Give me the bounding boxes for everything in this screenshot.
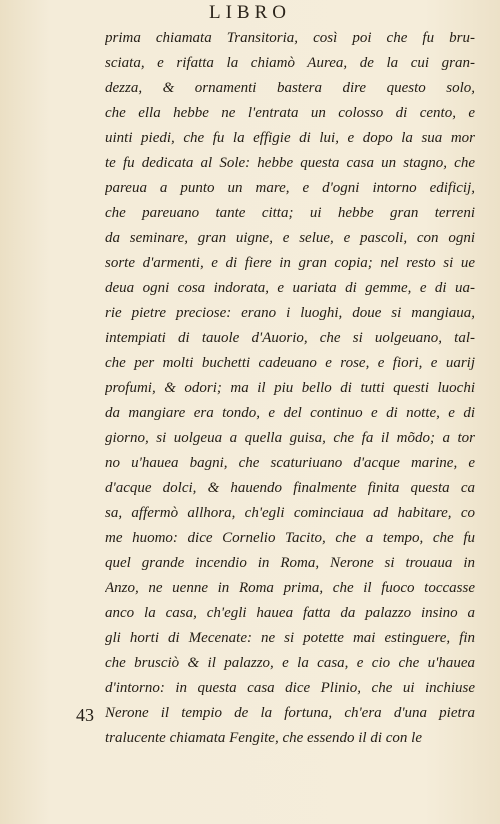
text-line: che per molti buchetti cadeuano e rose, e fiori, e uarij — [105, 355, 475, 371]
marginal-number: 43 — [76, 705, 94, 725]
text-line: me huomo: dice Cornelio Tacito, che a tempo, che fu — [105, 530, 475, 546]
text-line: dezza, & ornamenti bastera dire questo solo, — [105, 80, 475, 96]
text-line: pareua a punto un mare, e d'ogni intorno edificij, — [105, 180, 475, 196]
text-line: Anzo, ne uenne in Roma prima, che il fuoco toccasse — [105, 580, 475, 596]
text-line: profumi, & odori; ma il piu bello di tutti questi luochi — [105, 380, 475, 396]
text-line: anco la casa, ch'egli hauea fatta da palazzo insino a — [105, 605, 475, 621]
text-line: Nerone il tempio de la fortuna, ch'era d'una pietra — [105, 705, 475, 721]
text-line: uinti piedi, che fu la effigie di lui, e dopo la sua mor — [105, 130, 475, 146]
text-line: che brusciò & il palazzo, e la casa, e cio che u'hauea — [105, 655, 475, 671]
text-line: che pareuano tante citta; ui hebbe gran terreni — [105, 205, 475, 221]
text-line: giorno, si uolgeua a quella guisa, che fa il mõdo; a tor — [105, 430, 475, 446]
text-line: d'acque dolci, & hauendo finalmente finita questa ca — [105, 480, 475, 496]
text-line: sa, affermò allhora, ch'egli cominciaua ad habitare, co — [105, 505, 475, 521]
text-line: da seminare, gran uigne, e selue, e pascoli, con ogni — [105, 230, 475, 246]
text-line: d'intorno: in questa casa dice Plinio, che ui inchiuse — [105, 680, 475, 696]
body-text — [105, 26, 475, 751]
text-line: prima chiamata Transitoria, così poi che fu bru- — [105, 30, 475, 46]
text-line: te fu dedicata al Sole: hebbe questa casa un stagno, che — [105, 155, 475, 171]
text-line: deua ogni cosa indorata, e uariata di gemme, e di ua- — [105, 280, 475, 296]
text-line: da mangiare era tondo, e del continuo e di notte, e di — [105, 405, 475, 421]
text-line: gli horti di Mecenate: ne si potette mai estinguere, fin — [105, 630, 475, 646]
text-line: no u'hauea bagni, che scaturiuano d'acque marine, e — [105, 455, 475, 471]
text-line: quel grande incendio in Roma, Nerone si trouaua in — [105, 555, 475, 571]
text-line: che ella hebbe ne l'entrata un colosso di cento, e — [105, 105, 475, 121]
text-line: sciata, e rifatta la chiamò Aurea, de la cui gran- — [105, 55, 475, 71]
text-line: sorte d'armenti, e di fiere in gran copia; nel resto si ue — [105, 255, 475, 271]
text-line: tralucente chiamata Fengite, che essendo il di con le — [105, 730, 422, 746]
text-line: rie pietre preciose: erano i luoghi, doue si mangiaua, — [105, 305, 475, 321]
text-line: intempiati di tauole d'Auorio, che si uolgeuano, tal- — [105, 330, 475, 346]
running-header: LIBRO — [209, 2, 291, 23]
